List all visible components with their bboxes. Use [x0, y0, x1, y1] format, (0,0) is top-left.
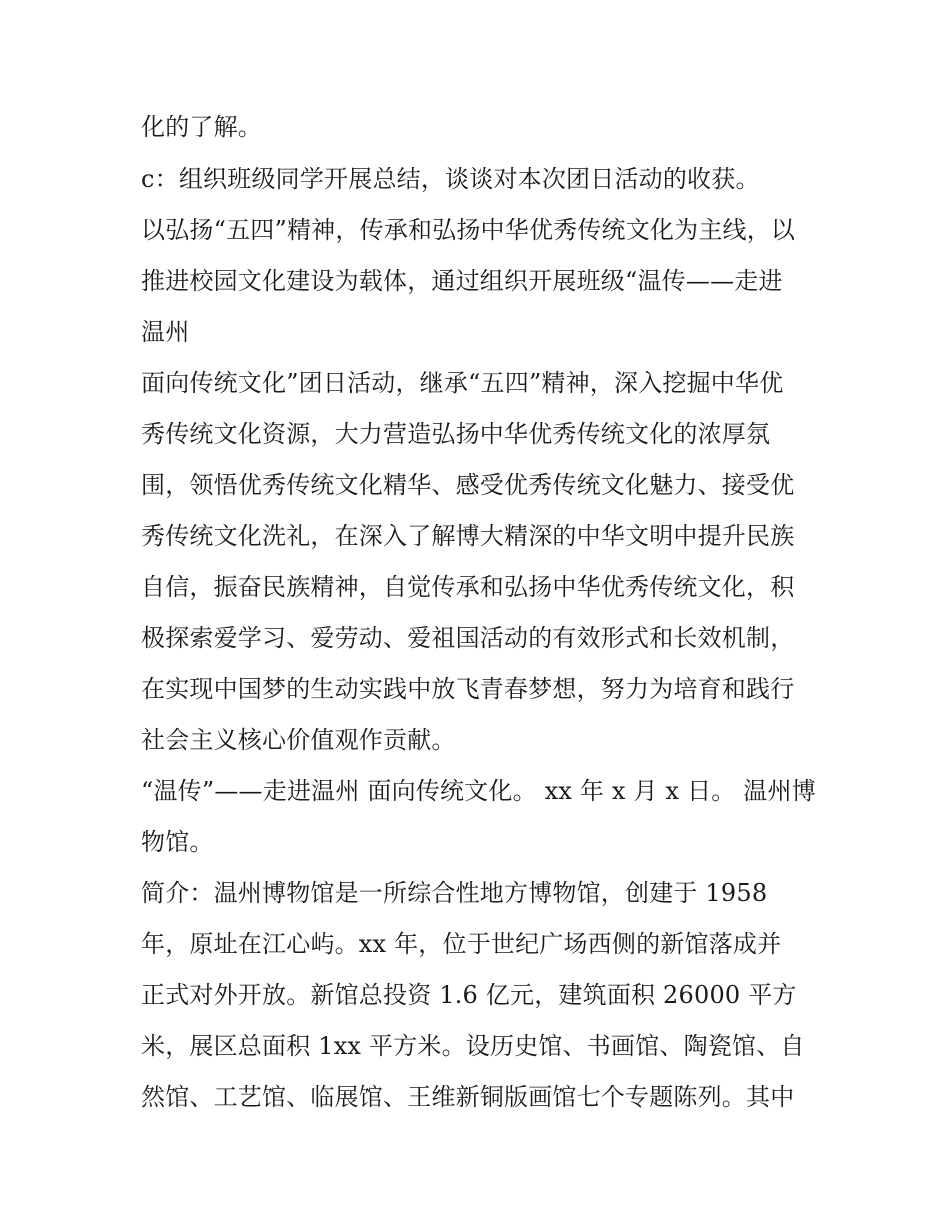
text-line: 面向传统文化”团日活动，继承“五四”精神，深入挖掘中华优 — [141, 369, 784, 397]
text-line: 社会主义核心价值观作贡献。 — [141, 726, 456, 754]
text-line: “温传”——走进温州 面向传统文化。 xx 年 x 月 x 日。 温州博 — [141, 777, 816, 805]
text-line: 简介：温州博物馆是一所综合性地方博物馆，创建于 1958 — [141, 879, 768, 907]
text-line: 推进校园文化建设为载体，通过组织开展班级“温传——走进 — [141, 267, 783, 295]
text-line: 然馆、工艺馆、临展馆、王维新铜版画馆七个专题陈列。其中 — [141, 1083, 795, 1111]
text-line: 米，展区总面积 1xx 平方米。设历史馆、书画馆、陶瓷馆、自 — [141, 1032, 805, 1060]
text-line: 温州 — [141, 318, 190, 346]
text-line: 极探索爱学习、爱劳动、爱祖国活动的有效形式和长效机制， — [141, 624, 795, 652]
text-line: 在实现中国梦的生动实践中放飞青春梦想，努力为培育和践行 — [141, 675, 795, 703]
text-line: 化的了解。 — [141, 113, 262, 141]
text-line: 秀传统文化资源，大力营造弘扬中华优秀传统文化的浓厚氛 — [141, 420, 771, 448]
text-line: 年，原址在江心屿。xx 年，位于世纪广场西侧的新馆落成并 — [141, 930, 782, 958]
text-line: 围，领悟优秀传统文化精华、感受优秀传统文化魅力、接受优 — [141, 471, 795, 499]
text-line: 秀传统文化洗礼，在深入了解博大精深的中华文明中提升民族 — [141, 522, 795, 550]
text-line: c：组织班级同学开展总结，谈谈对本次团日活动的收获。 — [141, 165, 760, 193]
text-line: 以弘扬“五四”精神，传承和弘扬中华优秀传统文化为主线，以 — [141, 216, 796, 244]
text-line: 自信，振奋民族精神，自觉传承和弘扬中华优秀传统文化，积 — [141, 573, 795, 601]
text-line: 物馆。 — [141, 828, 214, 856]
text-line: 正式对外开放。新馆总投资 1.6 亿元，建筑面积 26000 平方 — [141, 981, 797, 1009]
